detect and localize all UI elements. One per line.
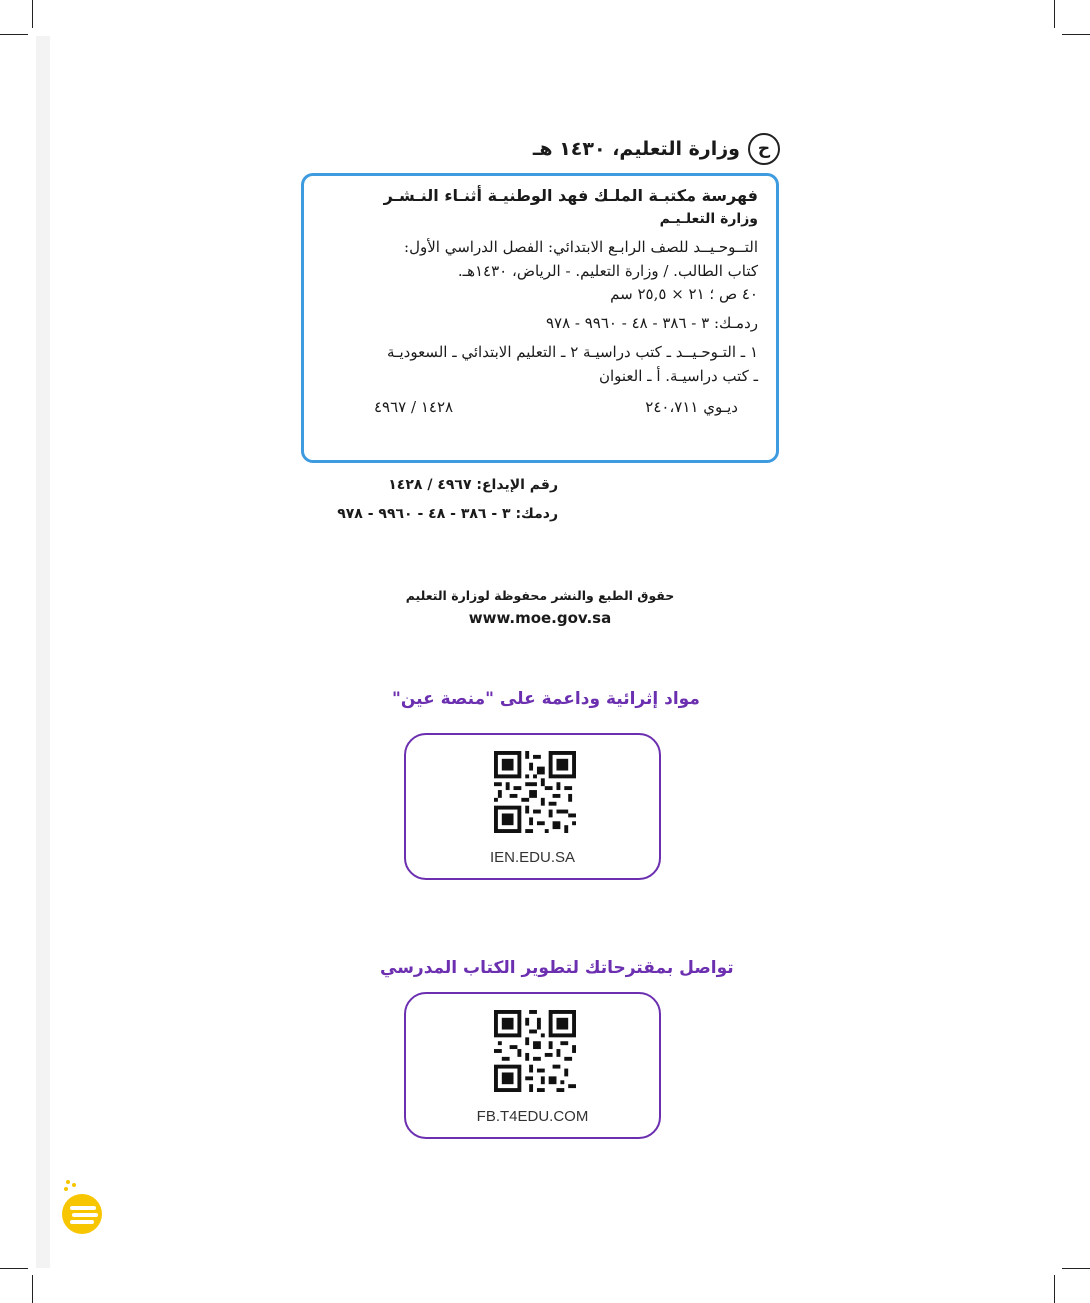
ien-qr-caption: IEN.EDU.SA: [489, 849, 576, 866]
cip-bottom-row: [322, 396, 758, 419]
cip-title: فهرسة مكتبـة الملـك فهد الوطنيـة أثنـاء النـشـر: [383, 186, 758, 205]
cip-deposit-no: ١٤٢٨ / ٤٩٦٧: [374, 397, 454, 416]
cip-subjects: ١ ـ التـوحـيــد ـ كتب دراسيـة ٢ ـ التعليم الابتدائي ـ السعوديـة: [387, 343, 758, 362]
copyright-symbol: ح: [748, 133, 780, 165]
crop-mark: [0, 1268, 28, 1269]
cataloging-box: [301, 173, 779, 463]
cip-author: وزارة التعلـيـم: [659, 210, 758, 227]
ministry-logo-icon: [58, 1176, 108, 1234]
cip-isbn: ردمـك: ٣ - ٣٨٦ - ٤٨ - ٩٩٦٠ - ٩٧٨: [545, 314, 758, 333]
cip-dewey: ديـوي ٢٤٠،٧١١: [645, 397, 738, 416]
deposit-isbn: ردمك: ٣ - ٣٨٦ - ٤٨ - ٩٩٦٠ - ٩٧٨: [337, 506, 558, 522]
cip-subjects: ـ كتب دراسيـة. أ ـ العنوان: [598, 366, 758, 385]
rights-statement: حقوق الطبع والنشر محفوظة لوزارة التعليم: [405, 588, 675, 603]
copyright-text: وزارة التعليم، ١٤٣٠ هـ: [532, 138, 740, 160]
feedback-qr-caption: FB.T4EDU.COM: [476, 1108, 589, 1125]
crop-mark: [32, 0, 33, 28]
crop-mark: [1062, 1268, 1090, 1269]
crop-mark: [1054, 0, 1055, 28]
deposit-number: رقم الإيداع: ٤٩٦٧ / ١٤٢٨: [388, 477, 558, 493]
cip-line: كتاب الطالب. / وزارة التعليم. - الرياض، ١٤٣٠هـ.: [457, 261, 758, 280]
feedback-heading: تواصل بمقترحاتك لتطوير الكتاب المدرسي: [380, 958, 734, 978]
website-link[interactable]: www.moe.gov.sa: [468, 609, 612, 627]
copyright-line: [533, 133, 780, 165]
cip-line: التــوحـيــد للصف الرابـع الابتدائي: الفصل الدراسي الأول:: [404, 238, 758, 257]
ien-qr-card[interactable]: [404, 733, 661, 880]
cip-line: ٤٠ ص ؛ ٢١ × ٢٥,٥ سم: [610, 284, 758, 303]
qr-code-icon: [494, 1010, 576, 1092]
crop-mark: [32, 1275, 33, 1303]
crop-mark: [1054, 1275, 1055, 1303]
page-edge-strip: [36, 36, 50, 1268]
qr-code-icon: [494, 751, 576, 833]
crop-mark: [0, 34, 28, 35]
feedback-qr-card[interactable]: [404, 992, 661, 1139]
ien-heading: مواد إثرائية وداعمة على "منصة عين": [392, 689, 700, 709]
crop-mark: [1062, 34, 1090, 35]
